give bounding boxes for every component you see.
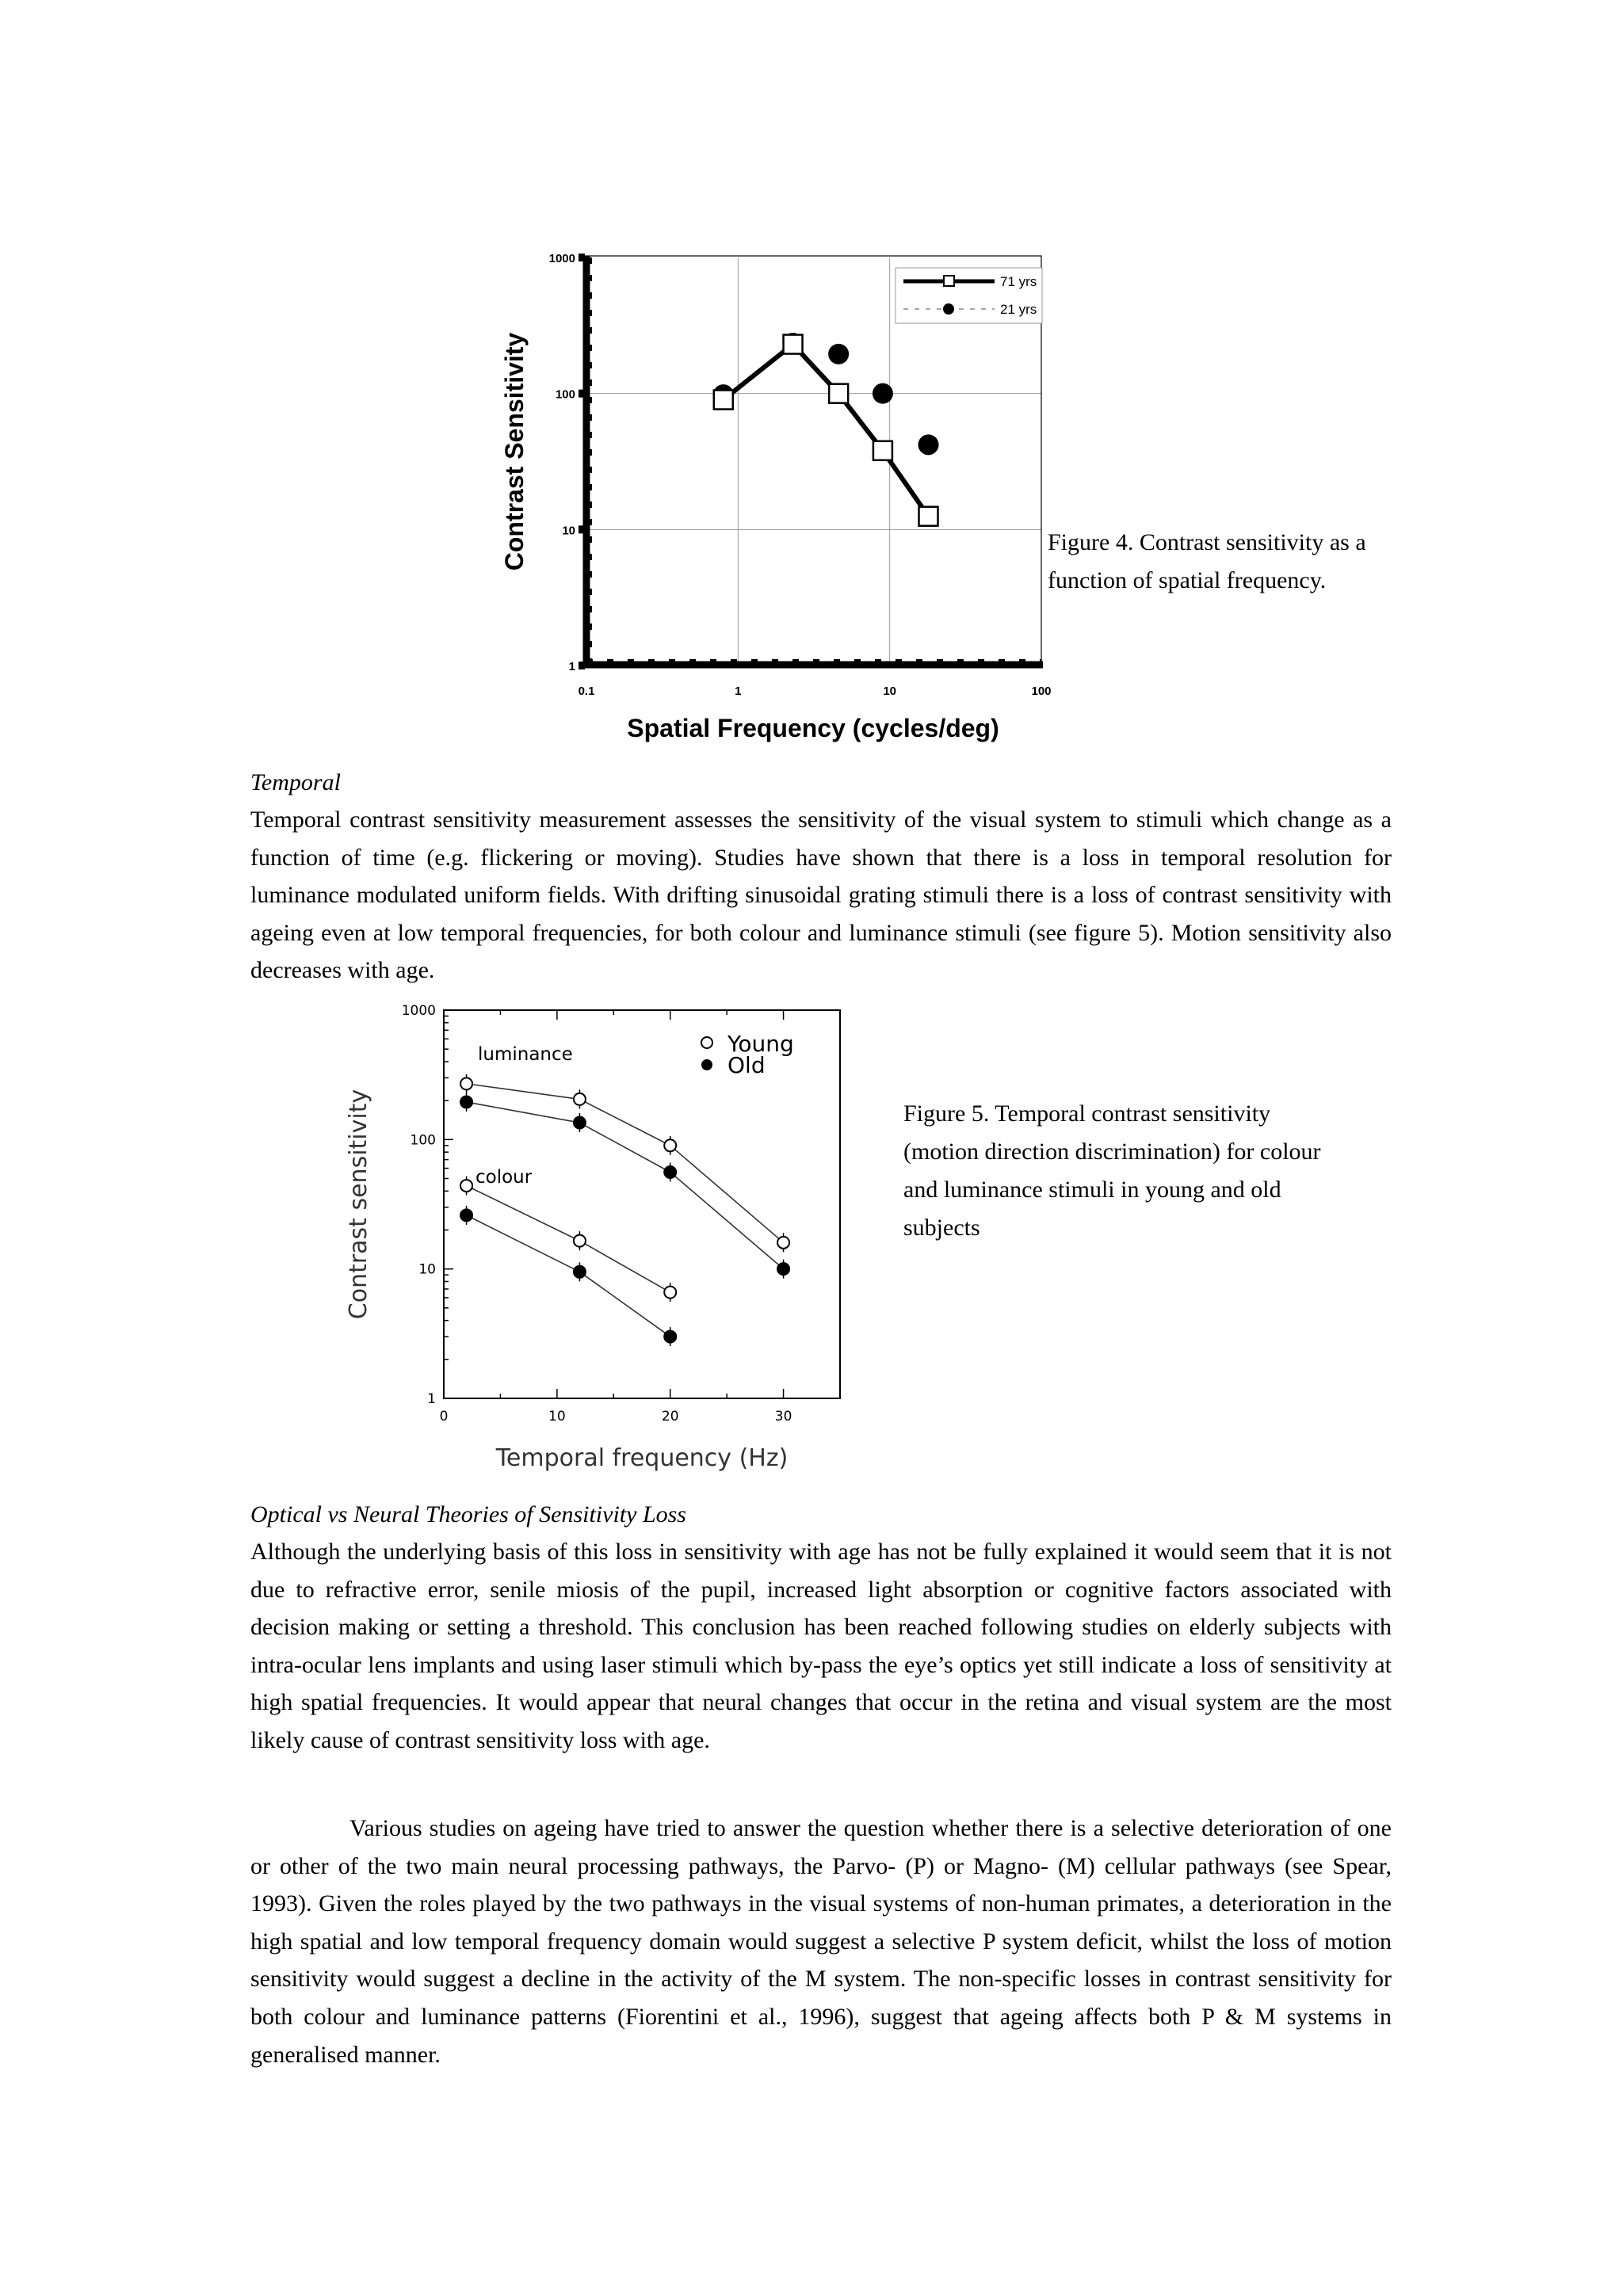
- fig5-data-point: [574, 1117, 586, 1129]
- fig4-y-tick-label: 1: [568, 660, 575, 673]
- figure-5-caption: Figure 5. Temporal contrast sensitivity (motion direction discrimination) for colour and luminance stimuli in young and old subjects: [903, 1100, 1321, 1241]
- fig4-point-71yrs: [919, 507, 938, 526]
- fig5-series-segment: [674, 1176, 778, 1264]
- fig5-data-point: [460, 1180, 472, 1192]
- fig5-legend-label-young: Young: [727, 1031, 794, 1057]
- fig4-legend-marker-71: [944, 276, 954, 286]
- fig5-y-tick-labels: [402, 1003, 436, 1407]
- fig4-y-tick-label: 10: [562, 524, 575, 538]
- fig4-point-21yrs: [918, 434, 939, 455]
- section-heading-optical: Optical vs Neural Theories of Sensitivity Loss: [250, 1501, 686, 1527]
- fig5-data-point: [664, 1166, 676, 1178]
- fig5-series-segment: [585, 1102, 665, 1143]
- fig5-legend-marker-young: [701, 1037, 712, 1048]
- fig4-x-tick-label: 100: [1031, 685, 1052, 698]
- fig5-series-segment: [472, 1085, 574, 1099]
- fig5-y-tick-label: 100: [410, 1132, 436, 1149]
- fig4-point-71yrs: [714, 391, 733, 410]
- fig5-series-segment: [585, 1126, 665, 1169]
- fig5-x-tick-label: 0: [439, 1409, 449, 1425]
- fig5-series-group: [460, 1074, 789, 1346]
- fig5-y-tick-label: 1000: [401, 1003, 436, 1019]
- fig4-x-axis-label: Spatial Frequency (cycles/deg): [627, 714, 999, 742]
- fig4-x-tick-label: 1: [735, 685, 742, 698]
- fig4-point-71yrs: [829, 384, 848, 403]
- section-body-optical-2: Various studies on ageing have tried to answer the question whether there is a selective deterioration of one or other of the two main neural processing pathways, the Parvo- (P) or Magno- (M) cellular pathways (see Spear, 1993). Given the roles played by the two pathways in the visual systems of non-human primates, a deterioration in the high spatial and low temporal frequency domain would suggest a selective P system deficit, whilst the loss of motion sensitivity would suggest a decline in the activity of the M system. The non-specific losses in contrast sensitivity for both colour and luminance patterns (Fiorentini et al., 1996), suggest that ageing affects both P & M systems in generalised manner.: [250, 1815, 1392, 2068]
- fig4-legend-label-71: 71 yrs: [1000, 274, 1037, 289]
- figure-4-chart: [475, 238, 1070, 753]
- fig5-y-axis-label: Contrast sensitivity: [345, 1089, 372, 1320]
- fig4-y-tick-labels: [549, 252, 585, 673]
- fig5-series-segment: [585, 1276, 666, 1333]
- fig5-data-point: [777, 1263, 789, 1275]
- fig5-legend-marker-old: [701, 1059, 712, 1070]
- fig5-legend-label-old: Old: [727, 1052, 766, 1078]
- fig5-data-point: [664, 1287, 676, 1299]
- fig4-y-tick-label: 100: [555, 387, 575, 402]
- fig4-legend-label-21: 21 yrs: [1000, 302, 1037, 317]
- section-body-optical: Although the underlying basis of this loss in sensitivity with age has not be fully explained it would seem that it is not due to refractive error, senile miosis of the pupil, increased light absorption or cognitive factors associated with decision making or setting a threshold. This conclusion has been reached following studies on elderly subjects with intra-ocular lens implants and using laser stimuli which by-pass the eye’s optics yet still indicate a loss of sensitivity at high spatial frequencies. It would appear that neural changes that occur in the retina and visual system are the most likely cause of contrast sensitivity loss with age.: [250, 1539, 1392, 1753]
- fig5-y-tick-label: 10: [418, 1261, 436, 1278]
- fig5-y-tick-label: 1: [427, 1391, 436, 1407]
- fig5-x-tick-label: 20: [661, 1409, 679, 1425]
- fig5-legend: [701, 1031, 794, 1078]
- fig5-series-segment: [674, 1150, 778, 1239]
- fig4-y-axis-label: Contrast Sensitivity: [500, 332, 529, 571]
- fig5-x-tick-labels: [440, 1409, 792, 1425]
- fig4-x-tick-label: 10: [883, 685, 897, 698]
- figure-4-caption: Figure 4. Contrast sensitivity as a function of spatial frequency.: [1048, 529, 1366, 593]
- fig5-data-point: [777, 1237, 789, 1249]
- fig4-x-tick-label: 0.1: [578, 685, 595, 698]
- fig5-data-point: [664, 1139, 676, 1151]
- fig4-y-tick-label: 1000: [548, 252, 575, 265]
- fig5-data-point: [460, 1096, 472, 1108]
- fig5-data-point: [574, 1093, 586, 1105]
- section-body-temporal: Temporal contrast sensitivity measurement assesses the sensitivity of the visual system to stimuli which change as a function of time (e.g. flickering or moving). Studies have shown that there is a loss in temporal resolution for luminance modulated uniform fields. With drifting sinusoidal grating stimuli there is a loss of contrast sensitivity with ageing even at low temporal frequencies, for both colour and luminance stimuli (see figure 5). Motion sensitivity also decreases with age.: [250, 807, 1392, 984]
- fig5-x-tick-label: 30: [774, 1409, 792, 1425]
- fig4-y-tick-mark: [579, 662, 585, 669]
- section-heading-temporal: Temporal: [250, 769, 341, 795]
- fig5-data-point: [460, 1209, 472, 1221]
- fig5-series-segment: [472, 1103, 574, 1121]
- fig4-legend: [896, 268, 1042, 323]
- fig5-series-segment: [472, 1218, 574, 1269]
- fig5-data-point: [664, 1331, 676, 1343]
- fig4-series-group: [713, 333, 939, 526]
- fig5-annotation-luminance: luminance: [478, 1044, 573, 1065]
- fig5-x-tick-label: 10: [548, 1409, 566, 1425]
- figure-5-chart: [333, 990, 856, 1482]
- fig4-y-tick-mark: [579, 525, 585, 533]
- fig4-legend-marker-21: [943, 303, 954, 315]
- fig4-x-tick-labels: [579, 685, 1052, 698]
- fig5-data-point: [574, 1235, 586, 1247]
- fig4-y-tick-mark: [579, 254, 585, 261]
- fig4-point-71yrs: [873, 441, 892, 460]
- fig5-annotation-colour: colour: [475, 1167, 533, 1188]
- fig5-data-point: [574, 1266, 586, 1278]
- fig4-point-71yrs: [784, 335, 803, 354]
- fig4-series-line-71yrs: [724, 345, 929, 517]
- fig5-data-point: [460, 1077, 472, 1089]
- fig5-x-axis-label: Temporal frequency (Hz): [495, 1444, 789, 1472]
- fig4-point-21yrs: [873, 383, 893, 404]
- fig4-y-tick-mark: [579, 390, 585, 398]
- fig4-point-21yrs: [828, 344, 849, 364]
- fig5-series-segment: [472, 1188, 574, 1238]
- fig5-series-segment: [585, 1244, 665, 1290]
